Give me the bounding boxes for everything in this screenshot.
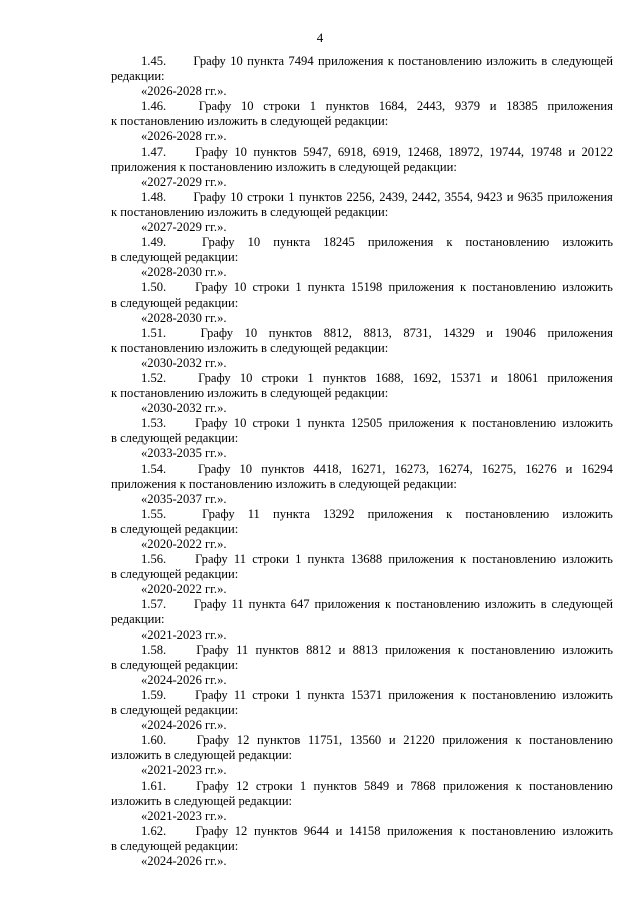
word: изложить xyxy=(562,280,613,295)
word: 12 xyxy=(236,733,250,748)
paragraph-first-line xyxy=(111,235,613,250)
word: 3554, xyxy=(444,189,473,204)
word: изложить xyxy=(562,416,613,431)
word: 10 xyxy=(247,235,261,250)
new-edition-text: «2021-2023 гг.». xyxy=(141,763,227,778)
word: 16271, xyxy=(350,461,386,476)
word: 6918, xyxy=(337,144,367,159)
amendment-item xyxy=(111,235,613,280)
paragraph-continuation: в следующей редакции: xyxy=(111,295,239,310)
paragraph-first-line xyxy=(111,552,613,567)
word: пунктов xyxy=(268,325,313,340)
word: следующей xyxy=(551,54,613,68)
amendment-paragraph xyxy=(111,190,613,220)
word: приложения xyxy=(388,416,454,431)
paragraph-first-line xyxy=(111,779,613,794)
word: 1 xyxy=(307,370,314,385)
word: строки xyxy=(255,778,293,793)
new-edition-text: «2027-2029 гг.». xyxy=(141,174,227,189)
word: 14329 xyxy=(443,325,475,340)
item-number: 1.48. xyxy=(141,189,167,204)
word: 15198 xyxy=(350,280,383,295)
new-edition-text: «2026-2028 гг.». xyxy=(141,84,227,99)
word: 10 xyxy=(234,144,247,159)
amendment-item xyxy=(111,824,613,869)
word: и xyxy=(388,733,396,748)
word: 12 xyxy=(234,823,248,838)
word: Графу xyxy=(193,54,226,68)
word: пунктов xyxy=(298,189,343,204)
word: пунктов xyxy=(253,144,297,159)
amendment-paragraph xyxy=(111,643,613,673)
word: к xyxy=(459,687,467,702)
word: изложить xyxy=(562,823,613,838)
amendment-item xyxy=(111,643,613,688)
new-edition-text: «2028-2030 гг.». xyxy=(141,310,227,325)
paragraph-continuation: приложения к постановлению изложить в следующей редакции: xyxy=(111,159,457,174)
amendment-item xyxy=(111,190,613,235)
word: постановлению xyxy=(471,642,555,657)
item-number: 1.57. xyxy=(141,597,167,612)
word: изложить xyxy=(484,597,536,612)
word: 15371 xyxy=(450,370,482,385)
word: 1684, xyxy=(378,99,408,114)
item-number: 1.53. xyxy=(141,416,167,431)
item-number: 1.59. xyxy=(141,687,167,702)
word: Графу xyxy=(195,823,229,838)
word: Графу xyxy=(198,370,231,385)
word: 19748 xyxy=(530,144,562,159)
word: 9635 xyxy=(517,189,544,204)
paragraph-first-line xyxy=(111,688,613,703)
word: пункта xyxy=(307,687,345,702)
word: 18972, xyxy=(448,144,483,159)
word: 12468, xyxy=(407,144,442,159)
word: Графу xyxy=(196,642,229,657)
word: Графу xyxy=(195,552,228,567)
word: Графу xyxy=(195,416,228,431)
item-number: 1.52. xyxy=(141,370,167,385)
paragraph-first-line xyxy=(111,326,613,341)
word: и xyxy=(335,823,343,838)
word: 8813 xyxy=(352,642,378,657)
paragraph-first-line xyxy=(111,733,613,748)
amendment-item xyxy=(111,416,613,461)
paragraph-first-line xyxy=(111,54,613,69)
paragraph-continuation: редакции: xyxy=(111,612,165,627)
word: постановлению xyxy=(465,235,550,250)
word: 12 xyxy=(236,778,249,793)
paragraph-first-line xyxy=(111,462,613,477)
amendment-paragraph xyxy=(111,416,613,446)
amendment-item xyxy=(111,145,613,190)
word: постановлению xyxy=(472,552,557,567)
new-edition-text: «2030-2032 гг.». xyxy=(141,355,227,370)
word: к xyxy=(387,54,394,68)
word: приложения xyxy=(547,189,613,204)
word: 9423 xyxy=(477,189,503,204)
word: приложения xyxy=(385,642,451,657)
word: строки xyxy=(252,416,290,431)
amendment-paragraph xyxy=(111,779,613,809)
word: 16276 xyxy=(525,461,557,476)
amendment-item xyxy=(111,779,613,824)
paragraph-first-line xyxy=(111,145,613,160)
word: приложения xyxy=(388,280,454,295)
paragraph-first-line xyxy=(111,597,613,612)
word: Графу xyxy=(195,280,228,295)
item-number: 1.56. xyxy=(141,552,167,567)
word: Графу xyxy=(195,687,228,702)
amendment-item xyxy=(111,597,613,642)
word: 10 xyxy=(230,54,243,68)
word: пунктов xyxy=(261,461,305,476)
paragraph-first-line xyxy=(111,371,613,386)
word: изложить xyxy=(562,642,613,657)
word: постановлению xyxy=(472,416,557,431)
word: изложить xyxy=(486,54,537,68)
paragraph-continuation: в следующей редакции: xyxy=(111,703,239,718)
word: изложить xyxy=(562,235,613,250)
document-body xyxy=(111,54,613,869)
new-edition-text: «2024-2026 гг.». xyxy=(141,853,227,868)
paragraph-continuation: изложить в следующей редакции: xyxy=(111,793,293,808)
word: 10 xyxy=(240,99,254,114)
word: пунктов xyxy=(257,733,301,748)
word: пунктов xyxy=(255,642,299,657)
word: к xyxy=(459,823,466,838)
word: 2439, xyxy=(379,189,408,204)
word: приложения xyxy=(547,99,613,114)
new-edition-text: «2030-2032 гг.». xyxy=(141,401,227,416)
amendment-paragraph xyxy=(111,280,613,310)
new-edition-text: «2024-2026 гг.». xyxy=(141,718,227,733)
amendment-item xyxy=(111,280,613,325)
item-number: 1.47. xyxy=(141,144,167,159)
paragraph-continuation: в следующей редакции: xyxy=(111,521,239,536)
word: 13688 xyxy=(350,552,383,567)
word: 1 xyxy=(295,416,302,431)
word: 647 xyxy=(290,597,310,612)
word: Графу xyxy=(195,144,228,159)
word: постановлению xyxy=(471,823,556,838)
word: пункта xyxy=(307,552,345,567)
word: к xyxy=(460,416,467,431)
word: 8731, xyxy=(403,325,432,340)
word: 20122 xyxy=(581,144,613,159)
word: 1688, xyxy=(375,370,404,385)
amendment-paragraph xyxy=(111,733,613,763)
item-number: 1.46. xyxy=(141,99,167,114)
item-number: 1.55. xyxy=(141,506,167,521)
amendment-paragraph xyxy=(111,507,613,537)
paragraph-continuation: к постановлению изложить в следующей редакции: xyxy=(111,386,389,401)
paragraph-first-line xyxy=(111,99,613,114)
word: постановлению xyxy=(472,280,557,295)
word: в xyxy=(541,54,548,68)
word: 10 xyxy=(239,370,253,385)
amendment-paragraph xyxy=(111,462,613,492)
amendment-paragraph xyxy=(111,552,613,582)
word: 18061 xyxy=(506,370,539,385)
word: постановлению xyxy=(529,733,613,748)
amendment-paragraph xyxy=(111,145,613,175)
word: и xyxy=(396,778,404,793)
word: постановлению xyxy=(472,687,557,702)
word: к xyxy=(459,552,467,567)
word: постановлению xyxy=(396,597,480,612)
amendment-item xyxy=(111,371,613,416)
word: 7494 xyxy=(288,54,314,68)
word: изложить xyxy=(562,687,613,702)
new-edition-text: «2027-2029 гг.». xyxy=(141,220,227,235)
word: 9644 xyxy=(303,823,330,838)
word: Графу xyxy=(202,235,235,250)
word: Графу xyxy=(200,325,234,340)
word: и xyxy=(489,99,497,114)
word: Графу xyxy=(197,461,231,476)
item-number: 1.50. xyxy=(141,280,167,295)
paragraph-continuation: к постановлению изложить в следующей редакции: xyxy=(111,114,389,129)
word: 16294 xyxy=(581,461,613,476)
word: к xyxy=(515,778,522,793)
paragraph-first-line xyxy=(111,507,613,522)
word: 13560 xyxy=(349,733,382,748)
word: пункта xyxy=(307,416,345,431)
word: 19046 xyxy=(504,325,536,340)
paragraph-first-line xyxy=(111,280,613,295)
word: 9379 xyxy=(454,99,481,114)
new-edition-text: «2033-2035 гг.». xyxy=(141,446,227,461)
item-number: 1.49. xyxy=(141,235,167,250)
paragraph-first-line xyxy=(111,190,613,205)
paragraph-continuation: изложить в следующей редакции: xyxy=(111,748,293,763)
word: 8812, xyxy=(323,325,352,340)
word: 11 xyxy=(231,597,244,612)
page-number: 4 xyxy=(316,30,324,45)
word: изложить xyxy=(562,552,613,567)
word: 2442, xyxy=(411,189,441,204)
word: Графу xyxy=(196,778,229,793)
word: 12505 xyxy=(350,416,383,431)
amendment-paragraph xyxy=(111,824,613,854)
paragraph-continuation: к постановлению изложить в следующей редакции: xyxy=(111,340,389,355)
word: 2443, xyxy=(416,99,446,114)
amendment-item xyxy=(111,54,613,99)
amendment-paragraph xyxy=(111,371,613,401)
word: 8812 xyxy=(306,642,332,657)
word: 10 xyxy=(233,416,247,431)
word: 16275, xyxy=(481,461,517,476)
word: и xyxy=(490,370,498,385)
word: 5849 xyxy=(364,778,390,793)
word: и xyxy=(486,325,493,340)
word: Графу xyxy=(196,733,230,748)
word: 18385 xyxy=(506,99,538,114)
word: 1692, xyxy=(412,370,442,385)
paragraph-continuation: в следующей редакции: xyxy=(111,657,239,672)
amendment-item xyxy=(111,552,613,597)
paragraph-first-line xyxy=(111,824,613,839)
paragraph-continuation: в следующей редакции: xyxy=(111,838,239,853)
paragraph-continuation: приложения к постановлению изложить в следующей редакции: xyxy=(111,476,457,491)
word: 10 xyxy=(239,461,253,476)
word: 1 xyxy=(295,687,302,702)
word: 11 xyxy=(233,687,247,702)
word: пункта xyxy=(273,235,311,250)
word: пунктов xyxy=(325,99,370,114)
word: приложения xyxy=(387,823,453,838)
amendment-paragraph xyxy=(111,688,613,718)
paragraph-continuation: в следующей редакции: xyxy=(111,431,239,446)
paragraph-continuation: в следующей редакции: xyxy=(111,250,239,265)
word: 7868 xyxy=(410,778,436,793)
paragraph-continuation: в следующей редакции: xyxy=(111,567,239,582)
word: 18245 xyxy=(323,235,355,250)
word: 10 xyxy=(244,325,258,340)
amendment-item xyxy=(111,688,613,733)
amendment-item xyxy=(111,326,613,371)
word: строки xyxy=(252,552,289,567)
word: постановлению xyxy=(398,54,482,68)
word: 10 xyxy=(233,280,247,295)
word: и xyxy=(506,189,514,204)
word: к xyxy=(385,597,392,612)
word: пункта xyxy=(307,280,345,295)
word: строки xyxy=(252,280,290,295)
word: строки xyxy=(263,99,300,114)
new-edition-text: «2020-2022 гг.». xyxy=(141,582,227,597)
word: приложения xyxy=(367,506,434,521)
new-edition-text: «2024-2026 гг.». xyxy=(141,672,227,687)
word: строки xyxy=(261,370,299,385)
word: приложения xyxy=(388,687,454,702)
amendment-paragraph xyxy=(111,99,613,129)
word: пункта xyxy=(247,54,285,68)
paragraph-continuation: к постановлению изложить в следующей редакции: xyxy=(111,204,389,219)
word: к xyxy=(446,506,453,521)
word: пунктов xyxy=(253,823,298,838)
word: Графу xyxy=(193,189,226,204)
word: 4418, xyxy=(313,461,342,476)
amendment-paragraph xyxy=(111,597,613,627)
word: и xyxy=(565,461,573,476)
word: 6919, xyxy=(372,144,401,159)
new-edition-text: «2020-2022 гг.». xyxy=(141,537,227,551)
word: 11 xyxy=(247,506,260,521)
amendment-paragraph xyxy=(111,326,613,356)
item-number: 1.60. xyxy=(141,733,167,748)
amendment-item xyxy=(111,733,613,778)
word: 1 xyxy=(299,778,307,793)
word: 1 xyxy=(295,552,302,567)
word: пункта xyxy=(248,597,286,612)
word: приложения xyxy=(317,54,384,68)
word: 1 xyxy=(295,280,302,295)
paragraph-first-line xyxy=(111,643,613,658)
new-edition-text: «2026-2028 гг.». xyxy=(141,129,227,144)
amendment-paragraph xyxy=(111,235,613,265)
item-number: 1.62. xyxy=(141,823,167,838)
word: строки xyxy=(252,687,289,702)
item-number: 1.61. xyxy=(141,778,167,793)
word: и xyxy=(568,144,576,159)
word: пунктов xyxy=(322,370,367,385)
word: к xyxy=(460,280,467,295)
word: приложения xyxy=(388,552,454,567)
word: строки xyxy=(247,189,284,204)
word: и xyxy=(338,642,346,657)
word: пунктов xyxy=(313,778,357,793)
word: приложения xyxy=(314,597,380,612)
amendment-item xyxy=(111,462,613,507)
word: 15371 xyxy=(350,687,383,702)
word: 14158 xyxy=(349,823,381,838)
amendment-paragraph xyxy=(111,54,613,84)
word: 16273, xyxy=(394,461,429,476)
word: в xyxy=(540,597,547,612)
word: 5947, xyxy=(303,144,332,159)
amendment-item xyxy=(111,507,613,552)
paragraph-first-line xyxy=(111,416,613,431)
word: 2256, xyxy=(346,189,375,204)
paragraph-continuation: редакции: xyxy=(111,69,165,84)
word: приложения xyxy=(442,733,508,748)
word: постановлению xyxy=(529,778,613,793)
word: 21220 xyxy=(403,733,435,748)
word: к xyxy=(515,733,522,748)
word: пункта xyxy=(272,506,310,521)
word: 11 xyxy=(236,642,249,657)
word: Графу xyxy=(202,506,235,521)
word: постановлению xyxy=(465,506,550,521)
word: к xyxy=(446,235,453,250)
word: к xyxy=(457,642,464,657)
word: 16274, xyxy=(437,461,473,476)
new-edition-text: «2021-2023 гг.». xyxy=(141,808,227,823)
word: 1 xyxy=(309,99,316,114)
word: 19744, xyxy=(489,144,525,159)
item-number: 1.58. xyxy=(141,642,167,657)
word: приложения xyxy=(367,235,434,250)
word: Графу xyxy=(194,597,227,612)
word: приложения xyxy=(547,370,613,385)
word: 10 xyxy=(230,189,243,204)
new-edition-text: «2035-2037 гг.». xyxy=(141,491,227,506)
item-number: 1.51. xyxy=(141,325,167,340)
word: Графу xyxy=(198,99,232,114)
word: следующей xyxy=(551,597,613,612)
word: 11751, xyxy=(307,733,343,748)
word: 8813, xyxy=(363,325,392,340)
word: приложения xyxy=(442,778,509,793)
word: 1 xyxy=(288,189,295,204)
word: 11 xyxy=(233,552,247,567)
word: 13292 xyxy=(323,506,355,521)
new-edition-text: «2028-2030 гг.». xyxy=(141,265,227,280)
word: приложения xyxy=(547,325,613,340)
word: изложить xyxy=(562,506,613,521)
new-edition-text: «2021-2023 гг.». xyxy=(141,627,227,642)
item-number: 1.45. xyxy=(141,54,167,68)
item-number: 1.54. xyxy=(141,461,167,476)
amendment-item xyxy=(111,99,613,144)
